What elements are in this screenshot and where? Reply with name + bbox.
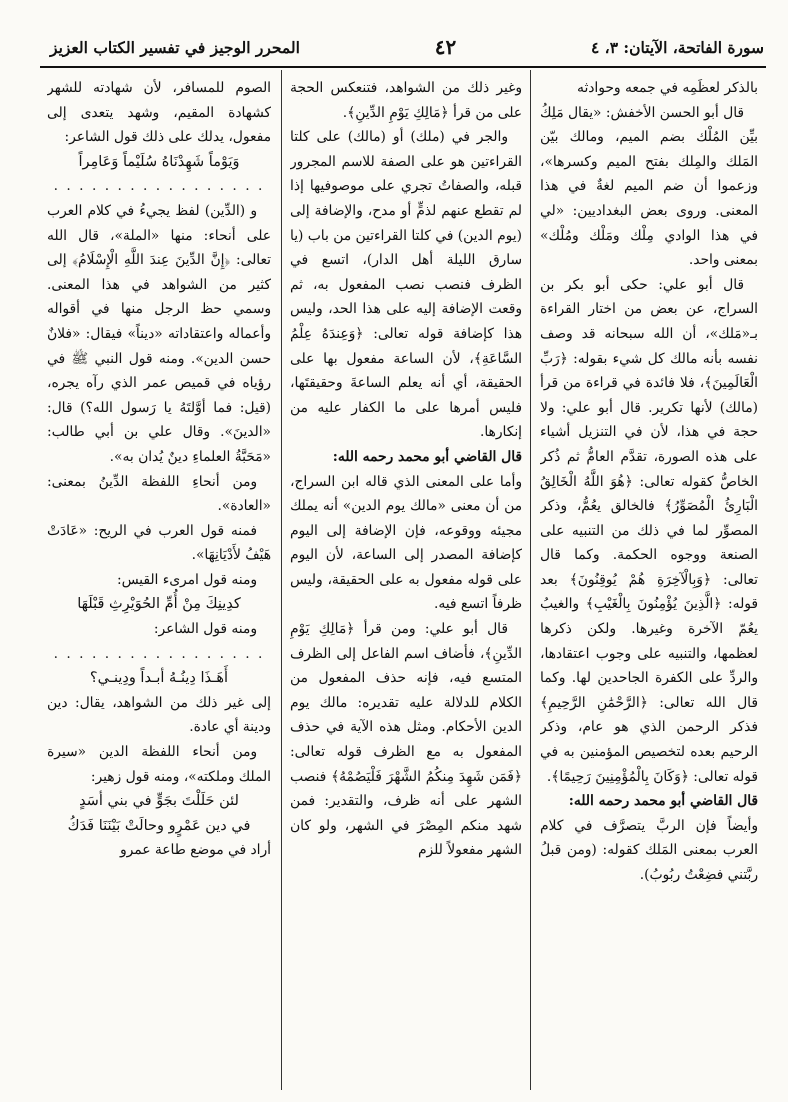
poetry-verse: لئن حَلَلْتَ بجَوٍّ في بني أسَدٍ	[79, 793, 239, 810]
paragraph: قال أبو علي: حكى أبو بكر بن السراج، عن بعض من اختار القراءة بـ«مَلك»، أن الله سبحانه قد وصف نفسه بأنه مالك كل شيء بقوله: ﴿رَبِّ الْعَالَمِينَ﴾، فلا فائدة في قراءة من قرأ (مالك) لأنها تكرير. قال أبو علي: ولا حجة في هذا، لأن في التنزيل أشياء على هذه الصورة، تقدَّم العامُّ ثم ذُكر الخاصُّ كقوله تعالى: ﴿هُوَ اللَّهُ الْخَالِقُ الْبَارِئُ الْمُصَوِّرُ﴾ فالخالق يعُمُّ، وذكر المصوِّر لما في ذلك من التنبيه على الصنعة ووجوه الحكمة. وكما قال تعالى: ﴿وَبِالْآخِرَةِ هُمْ يُوقِنُونَ﴾ بعد قوله: ﴿الَّذِينَ يُؤْمِنُونَ بِالْغَيْبِ﴾ والغيبُ يعُمّ الآخرة وغيرها. ولكن ذكرها لعظمها، والتنبيه على وجوب اعتقادها، والردِّ على الكفرة الجاحدين لها. وكما قال الله تعالى: ﴿الرَّحْمَٰنِ الرَّحِيمِ﴾ فذكر الرحمن الذي هو عام، وذكر الرحيم بعده لتخصيص المؤمنين به في قوله تعالى: ﴿وَكَانَ بِالْمُؤْمِنِينَ رَحِيمًا﴾.	[540, 276, 758, 785]
paragraph: أراد في موضع طاعة عمرو	[120, 842, 271, 859]
column-divider-left	[281, 70, 282, 1090]
paragraph: ومنه قول الشاعر:	[153, 621, 257, 638]
paragraph: والجر في (ملك) أو (مالك) على كلتا القراءتين هو على الصفة للاسم المجرور قبله، والصفاتُ تجري على موصوفيها إذا لم تقطع عنهم لذمٍّ أو مدح، والإضافة إلى (يوم الدين) في كلتا القراءتين من باب (يا سارق الليلة أهل الدار)، اتسع في الظرف فنصب نصب المفعول به، ثم وقعت الإضافة إليه على هذا الحد، وليس هذا كإضافة قوله تعالى: ﴿وَعِندَهُ عِلْمُ السَّاعَةِ﴾، لأن الساعة مفعول بها على الحقيقة، أي أنه يعلم الساعةَ وحقيقتَها، فليس أمرها على ما الكفار عليه من إنكارها.	[290, 129, 522, 441]
paragraph: فمنه قول العرب في الريح: «عَادَتْ هَيْفُ لأَدْيَانِهَا».	[47, 522, 271, 564]
section-heading: قال القاضي أبو محمد رحمه الله:	[332, 448, 522, 465]
column-divider-right	[530, 70, 531, 1090]
poetry-verse: أَهَـذَا دِينُـهُ أبـداً ودِينـي؟	[89, 670, 229, 687]
book-title: المحرر الوجيز في تفسير الكتاب العزيز	[50, 37, 300, 57]
paragraph: ومن أنحاء اللفظة الدين «سيرة الملك وملكته»، ومنه قول زهير:	[47, 744, 271, 785]
column-right	[540, 76, 758, 1088]
paragraph: ومنه قول امرىء القيس:	[116, 571, 257, 588]
paragraph: وغير ذلك من الشواهد، فتنعكس الحجة على من قرأ ﴿مَالِكِ يَوْمِ الدِّينِ﴾.	[290, 80, 522, 121]
verse-separator: . . . . . . . . . . . . . . . . .	[53, 178, 265, 195]
surah-label: سورة الفاتحة، الآيتان: ٣، ٤	[590, 37, 764, 57]
header-rule	[40, 66, 766, 68]
paragraph: ومن أنحاءِ اللفظة الدِّينُ بمعنى: «العادة».	[47, 473, 271, 515]
column-middle	[290, 76, 522, 1088]
column-left	[47, 76, 271, 1088]
running-header	[50, 30, 764, 64]
section-heading: قال القاضي أبو محمد رحمه الله:	[568, 793, 758, 810]
paragraph: قال أبو الحسن الأخفش: «يقال مَلِكُ بيِّن المُلْك بضم الميم، ومالك بيّن المَلك والمِلك بفتح الميم وكسرها»، وزعموا أن ضم الميم لغةٌ في هذا المعنى. وروى بعض البغداديين: «لي في هذا الوادي مِلْك ومَلْك ومُلْك» بمعنى واحد.	[540, 104, 758, 269]
verse-separator: . . . . . . . . . . . . . . . . .	[53, 645, 265, 662]
paragraph: الصوم للمسافر، لأن شهادته للشهر كشهادة المقيم، وشهد يتعدى إلى مفعول، يدلك على ذلك قول الشاعر:	[47, 80, 271, 146]
paragraph: وأيضاً فإن الربَّ يتصرَّف في كلام العرب بمعنى المَلك كقوله: (ومن قبلُ ربَّتني فضِعْتُ ربُوبُ).	[540, 817, 758, 883]
paragraph: إلى غير ذلك من الشواهد، يقال: دين ودينة أي عادة.	[47, 694, 271, 736]
poetry-verse: في دين عَمْرٍو وحالَتْ بَيْنَنَا فَدَكُ	[67, 817, 251, 834]
paragraph: بالذكر لعظَمِه في جمعه وحوادثه	[577, 80, 758, 96]
paragraph: و (الدِّين) لفظ يجيءُ في كلام العرب على أنحاء: منها «الملة»، قال الله تعالى: ﴿إِنَّ الدِّينَ عِندَ اللَّهِ الْإِسْلَامُ﴾ إلى كثير من الشواهد في هذا المعنى. وسمي حظ الرجل منها في أقواله وأعماله واعتقاداته «ديناً» فيقال: «فلانٌ حسن الدين». ومنه قول النبي ﷺ في رؤياه في قميص عمر الذي رآه يجره، (قيل: فما أوَّلتَهُ يا رَسول الله؟) قال: «الدينَ». وقال علي بن أبي طالب: «مَحَبَّةُ العلماءِ دينٌ يُدان به».	[47, 202, 271, 465]
poetry-verse: وَيَوْماً شَهِدْنَاهُ سُلَيْماً وَعَامِراً	[78, 153, 240, 170]
poetry-verse: كدِينِكَ مِنْ أُمِّ الحُوَيْرِثِ قَبْلَهَا	[77, 596, 241, 613]
page-number: ٤٢	[434, 35, 457, 59]
paragraph: وأما على المعنى الذي قاله ابن السراج، من أن معنى «مالك يوم الدين» أنه يملك مجيئه ووقوعه، فإن الإضافة إلى اليوم كإضافة المصدر إلى الساعة، لأن اليوم على قوله مفعول به على الحقيقة، وليس ظرفاً اتسع فيه.	[290, 473, 522, 613]
paragraph: قال أبو علي: ومن قرأ ﴿مَالِكِ يَوْمِ الدِّينِ﴾، فأضاف اسم الفاعل إلى الظرف المتسع فيه، فإنه حذف المفعول من الكلام للدلالة عليه تقديره: مالك يوم الدين الأحكام. ومثل هذه الآية في حذف المفعول به مع الظرف قوله تعالى: ﴿فَمَن شَهِدَ مِنكُمُ الشَّهْرَ فَلْيَصُمْهُ﴾ فنصب الشهر على أنه ظرف، والتقدير: فمن شهد منكم المِصْرَ في الشهر، ولو كان الشهر مفعولاً للزم	[290, 621, 522, 859]
